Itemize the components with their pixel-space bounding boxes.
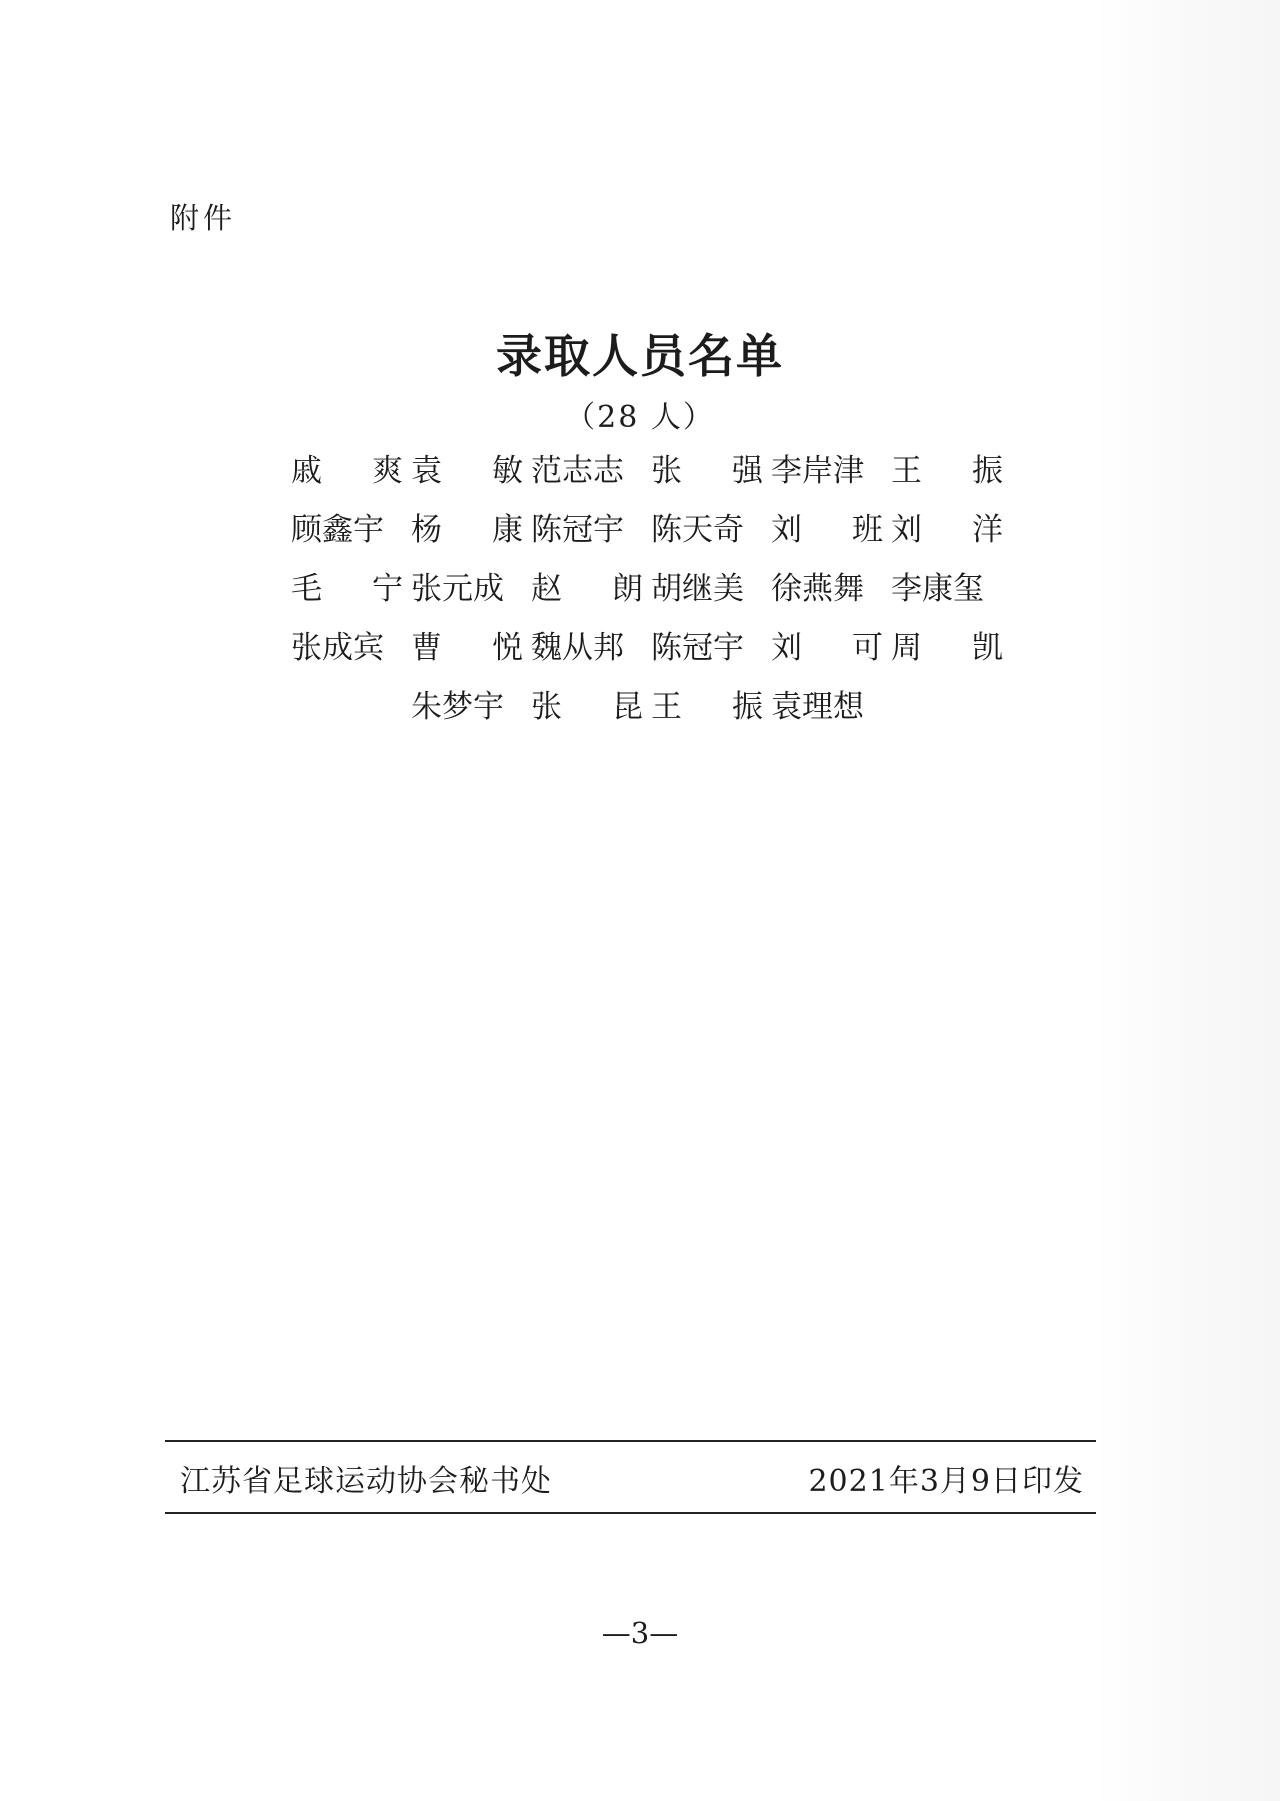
name-entry: 张 昆 [531,689,643,725]
name-entry: 李康玺 [891,571,984,607]
document-title: 录取人员名单 [496,329,784,383]
name-entry: 胡继美 [651,571,744,607]
name-entry: 赵 朗 [531,571,643,607]
name-entry: 曹 悦 [411,630,523,666]
name-entry: 李岸津 [771,453,864,489]
name-entry: 刘 洋 [891,512,1003,548]
name-entry: 徐燕舞 [771,571,864,607]
name-list [291,442,1011,737]
name-entry: 朱梦宇 [411,689,504,725]
issue-date: 2021年3月9日印发 [808,1464,1084,1499]
name-entry: 毛 宁 [291,571,403,607]
name-entry: 范志志 [531,453,624,489]
name-entry: 王 振 [651,689,763,725]
footer-top-rule [165,1440,1096,1442]
name-entry: 王 振 [891,453,1003,489]
name-entry: 张元成 [411,571,504,607]
name-entry: 刘 班 [771,512,883,548]
attachment-label: 附件 [170,201,237,235]
name-entry: 陈天奇 [651,512,744,548]
page-edge-shadow [1095,0,1280,1801]
name-entry: 袁 敏 [411,453,523,489]
name-entry: 张成宾 [291,630,384,666]
name-entry: 陈冠宇 [531,512,624,548]
name-entry: 刘 可 [771,630,883,666]
name-entry: 周 凯 [891,630,1003,666]
name-entry: 魏从邦 [531,630,624,666]
name-entry: 戚 爽 [291,453,403,489]
name-entry: 张 强 [651,453,763,489]
name-entry: 顾鑫宇 [291,512,384,548]
name-entry: 袁理想 [771,689,864,725]
issuing-organization: 江苏省足球运动协会秘书处 [180,1464,552,1499]
name-entry: 陈冠宇 [651,630,744,666]
footer-bottom-rule [165,1512,1096,1514]
name-entry: 杨 康 [411,512,523,548]
admitted-count: （28 人） [565,400,715,435]
page-number: —3— [601,1616,679,1650]
